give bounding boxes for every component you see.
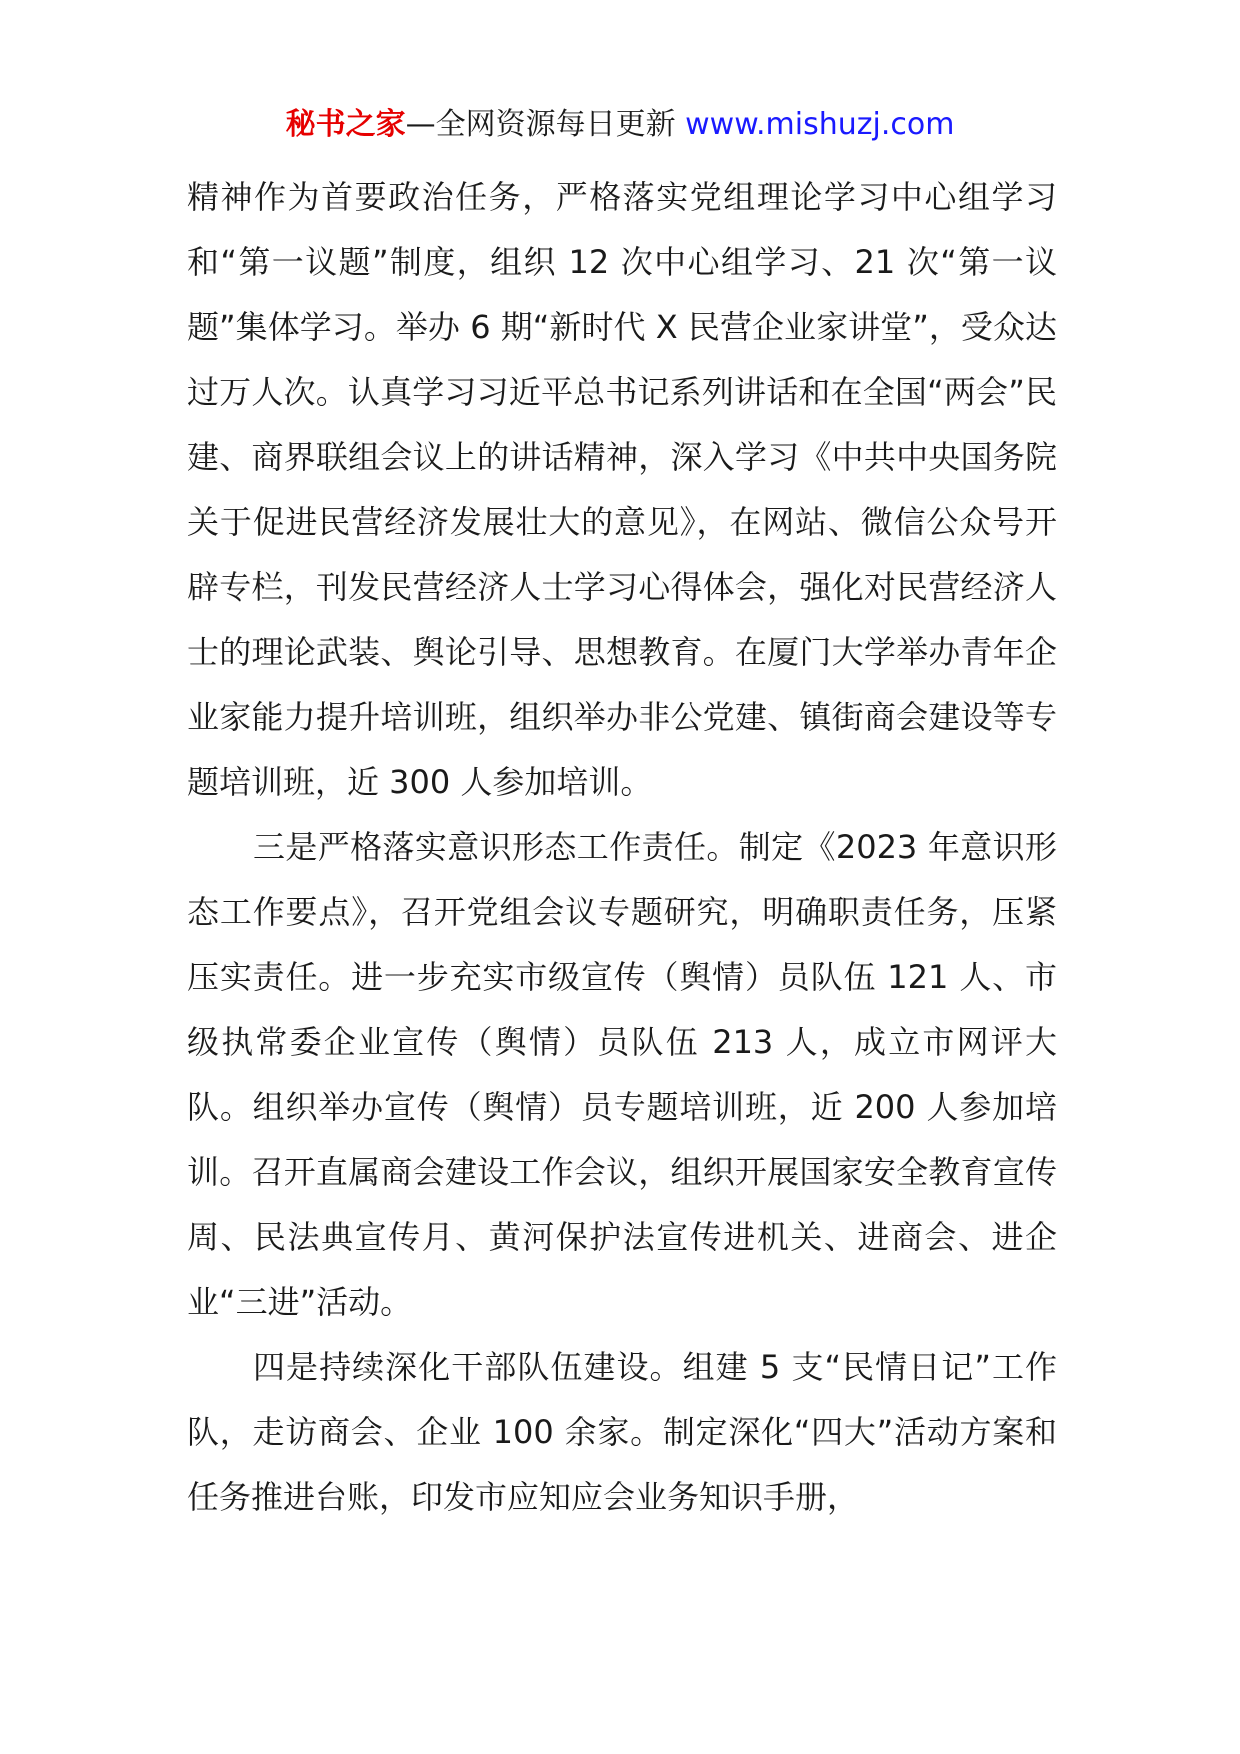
website-link[interactable]: www.mishuzj.com	[685, 107, 955, 142]
paragraph-ideology-responsibility: 三是严格落实意识形态工作责任。制定《2023 年意识形态工作要点》，召开党组会议专题研究，明确职责任务，压紧压实责任。进一步充实市级宣传（舆情）员队伍 121 人、市级执常委企业宣传（舆情）员队伍 213 人，成立市网评大队。组织举办宣传（舆情）员专题培训班，近 200 人参加培训。召开直属商会建设工作会议，组织开展国家安全教育宣传周、民法典宣传月、黄河保护法宣传进机关、进商会、进企业“三进”活动。	[187, 828, 1057, 1321]
paragraph-continued: 精神作为首要政治任务，严格落实党组理论学习中心组学习和“第一议题”制度，组织 12 次中心组学习、21 次“第一议题”集体学习。举办 6 期“新时代 X 民营企业家讲堂”，受众达过万人次。认真学习习近平总书记系列讲话和在全国“两会”民建、商界联组会议上的讲话精神，深入学习《中共中央国务院关于促进民营经济发展壮大的意见》，在网站、微信公众号开辟专栏，刊发民营经济人士学习心得体会，强化对民营经济人士的理论武装、舆论引导、思想教育。在厦门大学举办青年企业家能力提升培训班，组织举办非公党建、镇街商会建设等专题培训班，近 300 人参加培训。	[187, 178, 1057, 801]
brand-name: 秘书之家	[285, 107, 406, 142]
header-tagline: —全网资源每日更新	[405, 107, 676, 142]
paragraph-cadre-team: 四是持续深化干部队伍建设。组建 5 支“民情日记”工作队，走访商会、企业 100 余家。制定深化“四大”活动方案和任务推进台账，印发市应知应会业务知识手册，	[187, 1348, 1057, 1516]
page-header	[0, 103, 1240, 147]
document-body	[187, 165, 1057, 1530]
